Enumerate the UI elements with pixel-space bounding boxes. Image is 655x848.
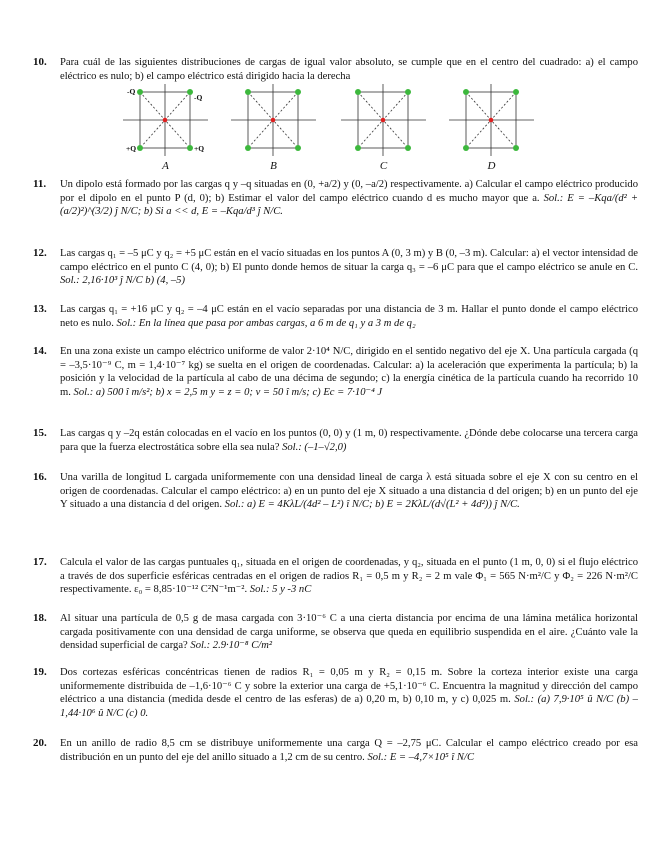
- problem-number: 17.: [33, 556, 47, 568]
- problem-18: [33, 612, 638, 653]
- problem-solution: Sol.: 2,16·10³ ĵ N/C b) (4, –5): [60, 275, 185, 287]
- problem-14: [33, 345, 638, 399]
- charge-distribution-figures: [118, 82, 538, 174]
- problem-16: [33, 471, 638, 512]
- figure-label: C: [379, 160, 388, 172]
- charge-label: +Q: [126, 144, 137, 153]
- charge-label: -Q: [194, 93, 203, 102]
- problem-19: [33, 666, 638, 720]
- problem-number: 13.: [33, 303, 47, 315]
- problem-number: 15.: [33, 427, 47, 439]
- problem-text: Las cargas q₁ = –5 μC y q₂ = +5 μC están en el vacío situadas en los puntos A (0, 3 m) y B (0, –3 m). Calcular: a) el vector intensidad de campo eléctrico en el punto C (4, 0); b) El punto donde hemos de situar la carga q₃ = –6 μC para que el campo eléctrico se anule en C.: [60, 248, 638, 273]
- problem-text: Dos cortezas esféricas concéntricas tienen de radios R₁ = 0,05 m y R₂ = 0,15 m. Sobre la corteza interior existe una carga uniformemente distribuida de –1,6·10⁻⁶ C y sobre la exterior una carga de +5,1·10⁻⁶ C. Encuentra la magnitud y dirección del campo eléctrico a una distancia (medida desde el centro de las esferas) de a) 0,20 m, b) 0,10 m, y c) 0,025 m.: [60, 667, 638, 706]
- problem-number: 18.: [33, 612, 47, 624]
- problem-text: Las cargas q y –2q están colocadas en el vacío en los puntos (0, 0) y (1 m, 0) respectivamente. ¿Dónde debe colocarse una tercera carga para que la fuerza electrostática sobre ella sea nula?: [60, 428, 638, 453]
- problem-12: [33, 247, 638, 288]
- problem-text: En un anillo de radio 8,5 cm se distribuye uniformemente una carga Q = –2,75 μC. Calcular el campo eléctrico creado por esa distribución en un punto del eje del anillo situado a 1,2 cm de su centro.: [60, 738, 638, 763]
- problem-solution: Sol.: a) E = 4KλL/(4d² – L²) î N/C; b) E = 2KλL/(d√(L² + 4d²)) ĵ N/C.: [224, 499, 520, 511]
- problem-solution: Sol.: 2.9·10⁻⁸ C/m²: [190, 640, 273, 652]
- problem-10: [33, 56, 638, 83]
- charge-label: +Q: [194, 144, 205, 153]
- charge-label: -Q: [127, 87, 136, 96]
- figure-d: [444, 82, 539, 174]
- problem-text: Las cargas q₁ = +16 μC y q₂ = –4 μC están en el vacío separadas por una distancia de 3 m. Hallar el punto donde el campo eléctrico neto es nulo.: [60, 304, 638, 329]
- problem-solution: Sol.: (–1–√2,0): [282, 441, 347, 453]
- problem-13: [33, 303, 638, 330]
- figure-label: D: [487, 160, 496, 172]
- figure-c: [336, 82, 431, 174]
- problem-number: 16.: [33, 471, 47, 483]
- problem-number: 19.: [33, 666, 47, 678]
- figure-a: [118, 82, 213, 174]
- problem-text: Al situar una partícula de 0,5 g de masa cargada con 3·10⁻⁶ C a una cierta distancia por encima de una lámina metálica horizontal cargada positivamente con una densidad de carga uniforme, se observa que queda en equilibrio suspendida en el aire. ¿Cuánto vale la densidad superficial de carga?: [60, 613, 638, 652]
- problem-text: Para cuál de las siguientes distribuciones de cargas de igual valor absoluto, se cumple que en el centro del cuadrado: a) el campo eléctrico es nulo; b) el campo eléctrico está dirigido hacia la derecha: [60, 57, 638, 82]
- problem-20: [33, 737, 638, 764]
- problem-text: Un dipolo está formado por las cargas q y –q situadas en (0, +a/2) y (0, –a/2) respectivamente. a) Calcular el campo eléctrico producido por el dipolo en el punto P (d, 0); b) Estimar el valor del campo eléctrico cuando d es mucho mayor que a.: [60, 179, 638, 204]
- figure-label: B: [270, 160, 277, 172]
- problem-number: 12.: [33, 247, 47, 259]
- problem-number: 11.: [33, 178, 47, 190]
- figure-label: A: [162, 160, 169, 172]
- problem-solution: Sol.: a) 500 î m/s²; b) x = 2,5 m y = z = 0; v = 50 î m/s; c) Ec = 7·10⁻⁴ J: [73, 386, 383, 398]
- problem-15: [33, 427, 638, 454]
- problem-number: 14.: [33, 345, 47, 357]
- problem-solution: Sol.: E = –4,7×10⁵ î N/C: [367, 751, 475, 763]
- problem-number: 20.: [33, 737, 47, 749]
- problem-text: En una zona existe un campo eléctrico uniforme de valor 2·10⁴ N/C, dirigido en el sentido negativo del eje X. Una partícula cargada (q = –3,5·10⁻⁹ C, m = 1,4·10⁻⁷ kg) se suelta en el origen de coordenadas. Calcular: a) la aceleración que experimenta la partícula; b) la posición y la velocidad de la partícula al cabo de una décima de segundo; c) la energía cinética de la partícula cuando ha recorrido 10 m.: [60, 346, 638, 398]
- problem-solution: Sol.: E = –Kqa/(d² + (a/2)²)^(3/2) ĵ N/C; b) Si a << d, E = –Kqa/d³ ĵ N/C.: [60, 192, 638, 218]
- problem-number: 10.: [33, 56, 47, 68]
- figure-b: [226, 82, 321, 174]
- problem-solution: Sol.: (a) 7,9·10⁵ û N/C (b) –1,44·10⁶ û N/C (c) 0.: [60, 694, 638, 719]
- problem-11: [33, 178, 638, 219]
- problem-text: Una varilla de longitud L cargada uniformemente con una densidad lineal de carga λ está situada sobre el eje X con su centro en el origen de coordenadas. Calcular el campo eléctrico: a) en un punto del eje X situado a una distancia d del origen; b) en un punto del eje Y situado a una distancia d del origen.: [60, 472, 638, 511]
- problem-17: [33, 556, 638, 597]
- problem-text: Calcula el valor de las cargas puntuales q₁, situada en el origen de coordenadas, y q₂, situada en el punto (1 m, 0, 0) si el flujo eléctrico a través de dos superficie esféricas centradas en el origen de radios R₁ = 0,5 m y R₂ = 2 m vale Φ₁ = 565 N·m²/C y Φ₂ = 226 N·m²/C respectivamente. ε₀ = 8,85·10⁻¹² C²N⁻¹m⁻².: [60, 557, 638, 596]
- problem-solution: Sol.: 5 y -3 nC: [249, 584, 312, 596]
- problem-solution: Sol.: En la línea que pasa por ambas cargas, a 6 m de q₁ y a 3 m de q₂: [116, 317, 416, 329]
